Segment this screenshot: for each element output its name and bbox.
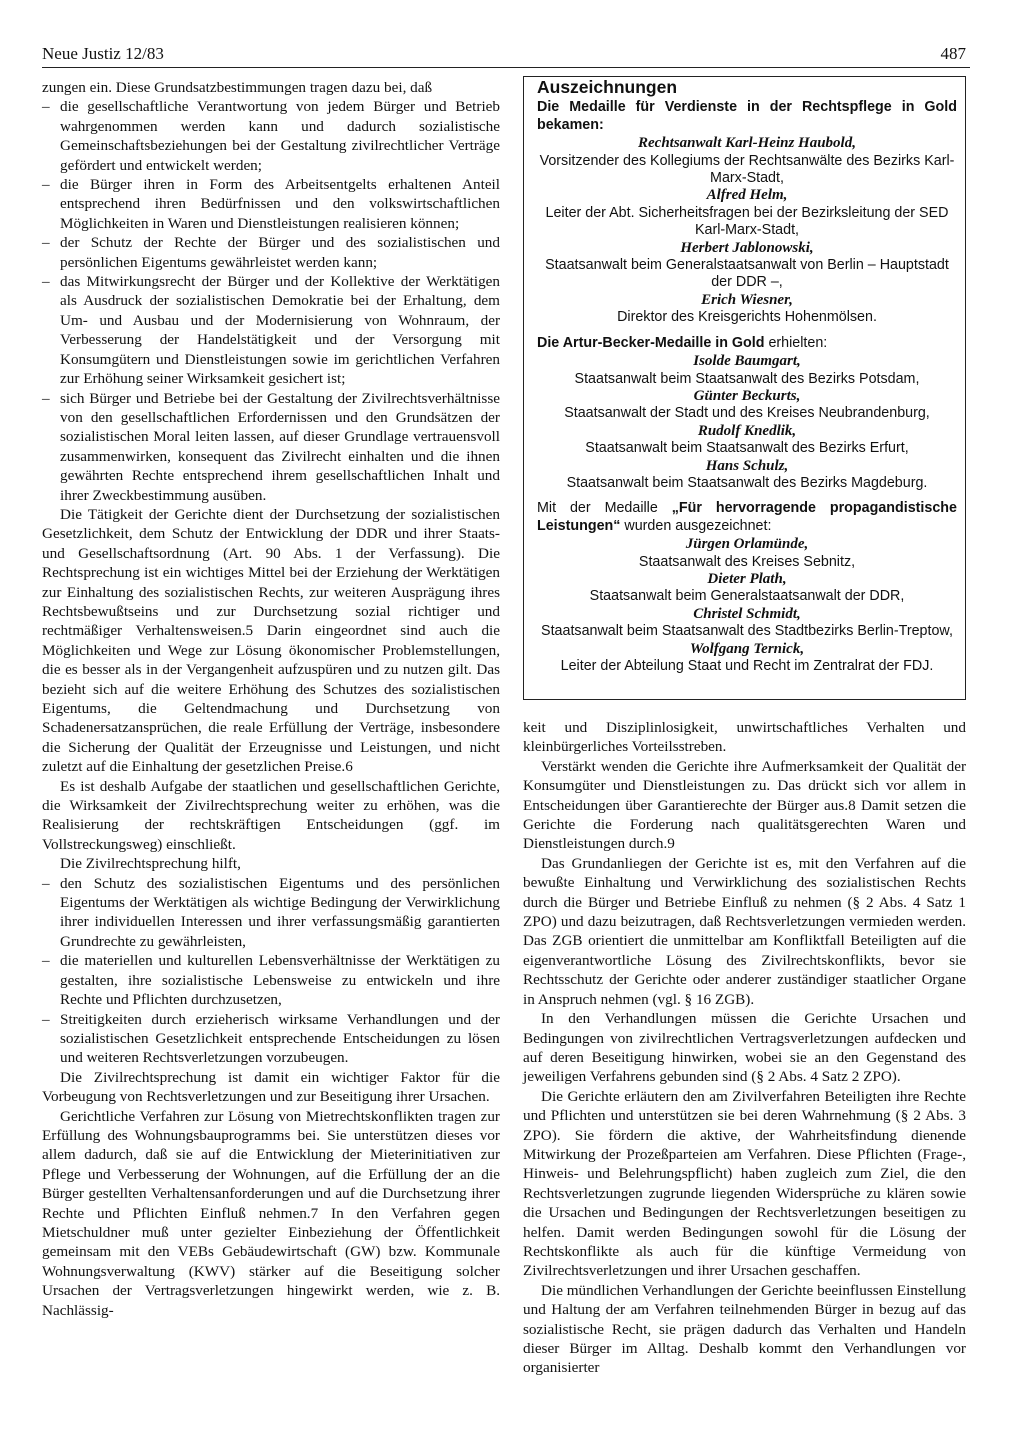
right-column xyxy=(523,718,966,1378)
spacer xyxy=(537,492,957,498)
header-rule xyxy=(42,67,970,68)
body-paragraph: Es ist deshalb Aufgabe der staatlichen und gesellschaftlichen Gerichte, die Wirksamkeit der Zivilrechtsprechung weiter zu erhöhen, was die Realisierung der rechtskräftigen Entscheidungen (ggf. im Vollstreckungsweg) einschließt. xyxy=(42,777,500,853)
award-3-lead-bold: „Für hervorragende propagandistische Leistungen“ xyxy=(537,500,957,534)
award-3-lead-rest: wurden ausgezeichnet: xyxy=(620,517,772,534)
body-paragraph: Die Tätigkeit der Gerichte dient der Durchsetzung der sozialistischen Gesetzlichkeit, dem Schutz der Entwicklung der DDR und ihrer Staats- und Gesellschaftsordnung (Art. 90 Abs. 1 der Verfassung). Die Rechtsprechung ist ein wichtiges Mittel bei der Erziehung der Werktätigen zur Einhaltung des sozialistischen Rechts, zur weiteren Ausprägung ihres Rechtsbewußtseins und zur Durchsetzung sozial richtiger und rechtmäßiger Verhaltensweisen.5 Darin eingeordnet sind auch die Möglichkeiten und Wege zur Lösung ökonomischer Problemstellungen, die es besser als in der Vergangenheit aufzuspüren und zu nutzen gilt. Das bezieht sich auf die weitere Erhöhung des Schutzes des sozialistischen Eigentums, die Geltendmachung und Durchsetzung von Schadenersatzansprüchen, die reale Erfüllung der Verträge, insbesondere die Sicherung der Qualität der Erzeugnisse und Leistungen, und nicht zuletzt auf die Einhaltung der gesetzlichen Preise.6 xyxy=(42,505,500,776)
body-paragraph: Das Grundanliegen der Gerichte ist es, mit den Verfahren auf die bewußte Einhaltung und Verwirklichung des sozialistischen Rechts durch die Bürger und Betriebe Einfluß zu nehmen (§ 2 Abs. 4 Satz 1 ZPO) und dazu beizutragen, daß Rechtsverletzungen vermieden werden. Das ZGB orientiert die unmittelbar am Konfliktfall Beteiligten auf die eigenverantwortliche Lösung des Zivilrechtskonflikts, bevor sie Rechtsschutz der Gerichte oder anderer zuständiger staatlicher Organe in Anspruch nehmen (vgl. § 16 ZGB). xyxy=(523,854,966,1008)
recipient-role: Staatsanwalt beim Staatsanwalt des Stadtbezirks Berlin-Treptow, xyxy=(541,623,953,640)
list-item: – der Schutz der Rechte der Bürger und des sozialistischen und persönlichen Eigentums gewährleistet werden kann; xyxy=(42,233,500,272)
recipient xyxy=(537,388,957,423)
awards-box xyxy=(523,76,966,700)
award-2-lead-rest: erhielten: xyxy=(764,334,828,351)
body-paragraph: Die mündlichen Verhandlungen der Gerichte beeinflussen Einstellung und Haltung der am Verfahren teilnehmenden Bürger in bezug auf das sozialistische Recht, sie prägen dadurch das Verhalten und Handeln dieser Bürger im Alltag. Deshalb kommt den Verhandlungen vor organisierter xyxy=(523,1281,966,1377)
recipient-role: Staatsanwalt des Kreises Sebnitz, xyxy=(638,553,856,570)
page-header xyxy=(42,44,966,68)
recipient xyxy=(537,135,957,187)
recipient xyxy=(537,187,957,239)
bullet-list-2 xyxy=(42,874,500,1068)
spacer xyxy=(537,327,957,333)
body-paragraph: Gerichtliche Verfahren zur Lösung von Mietrechtskonflikten tragen zur Erfüllung des Wohnungsbauprogramms bei. Sie unterstützen dieses vor allem dadurch, daß sie auf die Entwicklung der Mieterinitiativen zur Pflege und Verbesserung der Wohnungen, auf die Erfüllung der an die Bürger gestellten Verhaltensanforderungen und auf die Durchsetzung ihrer Rechte und Pflichten Einfluß nehmen.7 In den Verfahren gegen Mietschuldner muß unter gezielter Einbeziehung der Öffentlichkeit gemeinsam mit den VEBs Gebäudewirtschaft (GW) bzw. Kommunale Wohnungsverwaltung (KWV) stärker auf die Beseitigung solcher Ursachen der Vertragsverletzungen hingewirkt werden, wie z. B. Nachlässig- xyxy=(42,1107,500,1319)
recipient-name: Christel Schmidt, xyxy=(693,605,801,622)
recipient xyxy=(537,423,957,458)
recipient-name: Isolde Baumgart, xyxy=(693,353,801,370)
list-item: – Streitigkeiten durch erzieherisch wirksame Verhandlungen und der sozialistischen Gesetzlichkeit entsprechende Entscheidungen zu lösen und weiteren Rechtsverletzungen vorzubeugen. xyxy=(42,1010,500,1068)
recipient-name: Alfred Helm, xyxy=(706,187,788,204)
recipient xyxy=(537,571,957,606)
recipient xyxy=(537,536,957,571)
body-paragraph: In den Verhandlungen müssen die Gerichte Ursachen und Bedingungen von zivilrechtlichen Vertragsverletzungen aufdecken und auf deren Beseitigung hinwirken, wobei sie an den Gegenstand des jeweiligen Verfahrens gebunden sind (§ 2 Abs. 4 Satz 2 ZPO). xyxy=(523,1010,966,1086)
recipient-name: Rechtsanwalt Karl-Heinz Haubold, xyxy=(638,135,856,152)
recipient-name: Dieter Plath, xyxy=(707,570,787,587)
recipient-name: Herbert Jablonowski, xyxy=(680,239,814,256)
recipient xyxy=(537,353,957,388)
list-item: – die gesellschaftliche Verantwortung von jedem Bürger und Betrieb wahrgenommen werden kann und dadurch sozialistische Gemeinschaftsbeziehungen bei der Gestaltung zivilrechtlicher Verträge gefördert und entwickelt werden; xyxy=(42,97,500,175)
body-paragraph: keit und Disziplinlosigkeit, unwirtschaftliches Verhalten und kleinbürgerliches Vorteilsstreben. xyxy=(523,719,966,756)
recipient-name: Erich Wiesner, xyxy=(701,291,793,308)
recipient-role: Staatsanwalt beim Staatsanwalt des Bezirks Erfurt, xyxy=(585,440,909,457)
recipient xyxy=(537,458,957,493)
recipient-role: Direktor des Kreisgerichts Hohenmölsen. xyxy=(617,309,877,326)
award-3-lead-pre: Mit der Medaille xyxy=(537,500,672,517)
awards-title: Auszeichnungen xyxy=(537,77,678,97)
recipient-role: Leiter der Abt. Sicherheitsfragen bei der Bezirksleitung der SED Karl-Marx-Stadt, xyxy=(545,204,949,239)
left-column xyxy=(42,78,500,1320)
recipient-name: Wolfgang Ternick, xyxy=(689,640,805,657)
body-paragraph: Die Zivilrechtsprechung hilft, xyxy=(60,855,241,873)
recipient-name: Jürgen Orlamünde, xyxy=(685,536,809,553)
list-item: – sich Bürger und Betriebe bei der Gestaltung der Zivilrechtsverhältnisse von den gesellschaftlichen Erfordernissen und den Grundsätzen der sozialistischen Moral leiten lassen, auf dieser Grundlage vertrauensvoll zusammenwirken, konsequent das Zivilrecht einhalten und die ihnen gewährten Rechte entsprechend ihrem gesellschaftlichen Inhalt und ihrer Zweckbestimmung ausüben. xyxy=(42,389,500,505)
award-2-lead-bold: Die Artur-Becker-Medaille in Gold xyxy=(537,334,765,351)
award-1-lead-text: Die Medaille für Verdienste in der Rechtspflege in Gold bekamen: xyxy=(537,99,957,133)
intro-paragraph: zungen ein. Diese Grundsatzbestimmungen tragen dazu bei, daß xyxy=(42,79,433,96)
recipient xyxy=(537,292,957,327)
recipient-name: Rudolf Knedlik, xyxy=(697,422,797,439)
recipient-name: Günter Beckurts, xyxy=(693,387,801,404)
list-item: – den Schutz des sozialistischen Eigentums und des persönlichen Eigentums der Werktätigen als wichtige Bedingung der Verwirklichung ihrer individuellen Interessen und ihrer verfassungsmäßig garantierten Grundrechte zu gewährleisten, xyxy=(42,874,500,952)
recipient-role: Staatsanwalt beim Generalstaatsanwalt der DDR, xyxy=(589,588,905,605)
list-item: – die Bürger ihren in Form des Arbeitsentgelts erhaltenen Anteil entsprechend ihren Bedürfnissen und den volkswirtschaftlichen Möglichkeiten in Waren und Dienstleistungen realisieren können; xyxy=(42,175,500,233)
body-paragraph: Verstärkt wenden die Gerichte ihre Aufmerksamkeit der Qualität der Konsumgüter und Dienstleistungen zu. Das drückt sich vor allem in Entscheidungen über Garantierechte der Bürger aus.8 Damit setzen die Gerichte die Forderung nach qualitätsgerechten Waren und Dienstleistungen durch.9 xyxy=(523,757,966,853)
recipient-role: Staatsanwalt beim Staatsanwalt des Bezirks Potsdam, xyxy=(574,370,920,387)
recipient xyxy=(537,641,957,676)
list-item: – das Mitwirkungsrecht der Bürger und der Kollektive der Werktätigen als Ausdruck der sozialistischen Demokratie bei der Erhaltung, dem Um- und Ausbau und der Modernisierung von Wohnraum, der Verbesserung der Handelstätigkeit und der Versorgung mit Konsumgütern und Dienstleistungen sowie im gerichtlichen Verfahren zur Erhöhung seiner Wirksamkeit gesichert ist; xyxy=(42,272,500,388)
recipient-role: Staatsanwalt der Stadt und des Kreises Neubrandenburg, xyxy=(564,405,930,422)
page-number: 487 xyxy=(940,44,966,63)
recipient-role: Leiter der Abteilung Staat und Recht im Zentralrat der FDJ. xyxy=(560,658,934,674)
award-3-lead xyxy=(537,500,957,535)
recipient-role: Staatsanwalt beim Staatsanwalt des Bezirks Magdeburg. xyxy=(566,474,928,491)
recipient-role: Vorsitzender des Kollegiums der Rechtsanwälte des Bezirks Karl-Marx-Stadt, xyxy=(539,152,955,187)
body-paragraph: Die Gerichte erläutern den am Zivilverfahren Beteiligten ihre Rechte und Pflichten und unterstützen sie bei deren Wahrnehmung (§ 2 Abs. 3 ZPO). Sie fördern die aktive, der Wahrheitsfindung dienende Mitwirkung der Prozeßparteien am Verfahren. Diese Pflichten (Frage-, Hinweis- und Belehrungspflicht) haben zugleich zum Ziel, die den Rechtsverletzungen zugrunde liegenden Widersprüche zu klären sowie die Ursachen und Bedingungen der Rechtsverletzungen beseitigen zu helfen. Damit werden Bedingungen sowohl für die Lösung der Rechtskonflikte als auch für die künftige Vermeidung von Zivilrechtsverletzungen und ihrer Ursachen geschaffen. xyxy=(523,1087,966,1280)
list-item: – die materiellen und kulturellen Lebensverhältnisse der Werktätigen zu gestalten, ihre sozialistische Lebensweise zu entwickeln und ihre Rechte und Pflichten durchzusetzen, xyxy=(42,951,500,1009)
award-2-lead xyxy=(537,335,957,352)
award-1-lead xyxy=(537,99,957,134)
body-paragraph: Die Zivilrechtsprechung ist damit ein wichtiger Faktor für die Vorbeugung von Rechtsverletzungen und zur Beseitigung ihrer Ursachen. xyxy=(42,1068,500,1106)
journal-title: Neue Justiz 12/83 xyxy=(42,44,164,63)
recipient-name: Hans Schulz, xyxy=(705,457,789,474)
recipient-role: Staatsanwalt beim Generalstaatsanwalt von Berlin – Hauptstadt der DDR –, xyxy=(545,257,949,291)
recipient xyxy=(537,240,957,292)
bullet-list-1 xyxy=(42,97,500,505)
recipient xyxy=(537,606,957,641)
